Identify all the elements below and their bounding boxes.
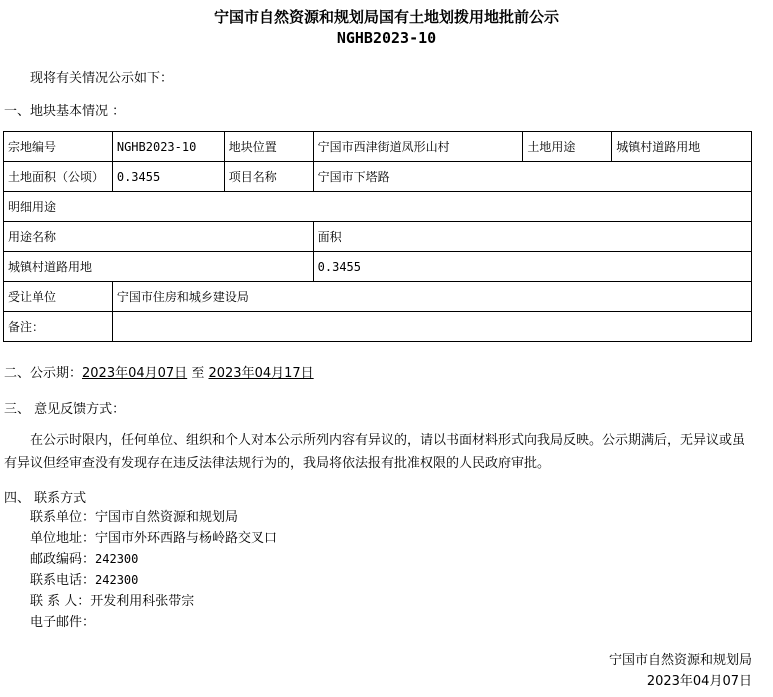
contact-unit-value: 宁国市自然资源和规划局 xyxy=(95,510,239,525)
contact-address-value: 宁国市外环西路与杨岭路交叉口 xyxy=(95,531,278,546)
parcel-info-table xyxy=(3,131,752,342)
recipient-label: 受让单位 xyxy=(4,282,113,312)
location-label: 地块位置 xyxy=(224,132,313,162)
contact-unit xyxy=(30,507,277,528)
contact-phone-value: 242300 xyxy=(95,573,139,587)
parcel-no-label: 宗地编号 xyxy=(4,132,113,162)
contact-phone xyxy=(30,570,277,591)
table-row xyxy=(4,162,752,192)
contact-email-label: 电子邮件： xyxy=(30,615,96,630)
contact-person-label: 联 系 人： xyxy=(30,594,91,609)
signature-date: 2023年04月07日 xyxy=(646,674,752,689)
period-to: 至 xyxy=(191,366,205,381)
period-end-date: 2023年04月17日 xyxy=(208,366,314,381)
remark-label: 备注： xyxy=(4,312,113,342)
land-use-label: 土地用途 xyxy=(523,132,612,162)
location-value: 宁国市西津街道凤形山村 xyxy=(313,132,523,162)
table-row xyxy=(4,312,752,342)
contact-person-value: 开发利用科张带宗 xyxy=(90,594,195,609)
land-use-value: 城镇村道路用地 xyxy=(612,132,752,162)
table-row xyxy=(4,192,752,222)
period-start-date: 2023年04月07日 xyxy=(82,366,188,381)
parcel-no-value: NGHB2023-10 xyxy=(112,132,224,162)
period-label: 二、公示期： xyxy=(4,366,83,381)
intro-text: 现将有关情况公示如下： xyxy=(30,71,174,86)
contact-email xyxy=(30,612,277,633)
contact-phone-label: 联系电话： xyxy=(30,573,96,588)
table-row xyxy=(4,222,752,252)
area-header: 面积 xyxy=(313,222,751,252)
contact-unit-label: 联系单位： xyxy=(30,510,96,525)
signature-org: 宁国市自然资源和规划局 xyxy=(608,653,752,668)
detail-use-heading: 明细用途 xyxy=(4,192,752,222)
remark-value xyxy=(112,312,751,342)
contact-address-label: 单位地址： xyxy=(30,531,96,546)
contact-postcode-label: 邮政编码： xyxy=(30,552,96,567)
contact-postcode xyxy=(30,549,277,570)
page-title: 宁国市自然资源和规划局国有土地划拨用地批前公示 xyxy=(213,8,559,26)
detail-area-value: 0.3455 xyxy=(313,252,751,282)
use-name-header: 用途名称 xyxy=(4,222,314,252)
project-value: 宁国市下塔路 xyxy=(313,162,751,192)
section-4-heading: 四、 联系方式 xyxy=(4,491,87,506)
area-value: 0.3455 xyxy=(112,162,224,192)
section-3-heading: 三、 意见反馈方式： xyxy=(4,402,126,417)
section-1-heading: 一、地块基本情况 ： xyxy=(4,104,126,119)
contact-postcode-value: 242300 xyxy=(95,552,139,566)
table-row xyxy=(4,132,752,162)
announcement-code: NGHB2023-10 xyxy=(336,29,437,47)
contact-person xyxy=(30,591,277,612)
recipient-value: 宁国市住房和城乡建设局 xyxy=(112,282,751,312)
feedback-paragraph: 在公示时限内，任何单位、组织和个人对本公示所列内容有异议的，请以书面材料形式向我局反映。公示期满后，无异议或虽有异议但经审查没有发现存在违反法律法规行为的，我局将依法报有批准权限的人民政府审批。 xyxy=(4,433,746,471)
publicity-period xyxy=(4,362,314,381)
contact-block xyxy=(30,507,277,633)
project-label: 项目名称 xyxy=(224,162,313,192)
detail-use-value: 城镇村道路用地 xyxy=(4,252,314,282)
table-row xyxy=(4,282,752,312)
contact-address xyxy=(30,528,277,549)
area-label: 土地面积（公顷） xyxy=(4,162,113,192)
table-row xyxy=(4,252,752,282)
